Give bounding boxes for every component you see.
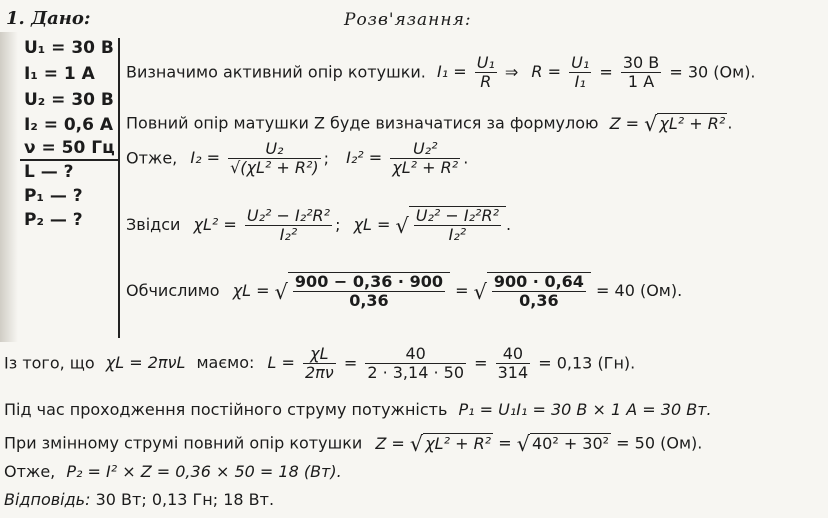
solution-line-6: Із того, що χL = 2πνL маємо: L = $\frac{\chi L}{2\pi\nu}$ = $\frac{40}{2 \cdot 3,14 \cdot 50}$ = $\frac{40}{314}$ = 0,13 (Гн). — [4, 344, 636, 383]
solution-line-2: Повний опір матушки Z буде визначатися за формулою Z = √ χL² + R² . — [126, 112, 733, 136]
given-item: ν = 50 Гц — [24, 138, 115, 158]
given-item: U₁ = 30 В — [24, 38, 114, 58]
given-item: I₁ = 1 А — [24, 64, 95, 84]
given-title: Дано: — [31, 8, 91, 29]
solution-line-1: Визначимо активний опір котушки. I₁ = $\frac{\text{U₁}}{R}$ ⇒ R = $\frac{\text{U₁}}{\text{I₁}}$ = $\frac{30 В}{1 А}$ = 30 (Ом). — [126, 53, 756, 92]
solution-title: Розв'язання: — [344, 10, 472, 30]
problem-number: 1. Дано: — [6, 8, 91, 29]
given-item: U₂ = 30 В — [24, 90, 114, 110]
find-item: P₂ — ? — [24, 210, 83, 230]
solution-line-3: Отже, I₂ = $\frac{\text{U₂}}{\text{√(χL² + R²)}}$ ; I₂² = $\frac{\text{U₂²}}{\text{χL² + R²}}$ . — [126, 139, 469, 178]
answer-label: Відповідь: — [4, 490, 91, 509]
page-shadow — [0, 32, 18, 342]
given-divider — [20, 159, 120, 161]
find-item: L — ? — [24, 162, 74, 182]
answer-line — [4, 490, 274, 509]
solution-line-8: При змінному струмі повний опір котушки Z = √ χL² + R² = √ 40² + 30² = 50 (Ом). — [4, 432, 703, 456]
given-item: I₂ = 0,6 А — [24, 115, 114, 135]
solution-line-4: Звідси χL² = $\frac{\text{U₂² − I₂²R²}}{\text{I₂²}}$ ; χL = √ $\frac{\text{U₂² − I₂²R²}}{\text{I₂²}}$ . — [126, 205, 512, 245]
find-item: P₁ — ? — [24, 186, 83, 206]
solution-line-5: Обчислимо χL = √ $\frac{900 - 0,36 \cdot 900}{0,36}$ = √ $\frac{900 \cdot 0,64}{0,36}$ = 40 (Ом). — [126, 272, 683, 311]
solution-line-9: Отже, P₂ = I² × Z = 0,36 × 50 = 18 (Вт). — [4, 462, 342, 481]
solution-line-7: Під час проходження постійного струму потужність P₁ = U₁I₁ = 30 В × 1 А = 30 Вт. — [4, 400, 712, 419]
answer-text: 30 Вт; 0,13 Гн; 18 Вт. — [95, 490, 275, 509]
given-vertical-rule — [118, 38, 120, 338]
